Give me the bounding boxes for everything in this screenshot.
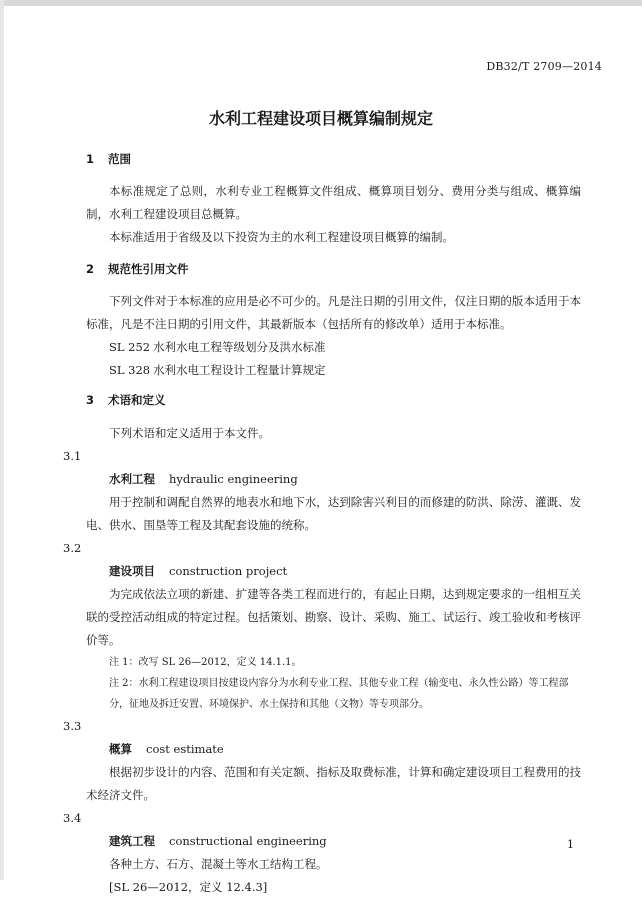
paragraph: 本标准规定了总则，水利专业工程概算文件组成、概算项目划分、费用分类与组成、概算编制，水利工程建设项目总概算。 [86, 184, 581, 221]
section-3 [86, 389, 581, 412]
page-number: 1 [567, 838, 574, 851]
term-definition: 为完成依法立项的新建、扩建等各类工程而进行的，有起止日期，达到规定要求的一组相互关联的受控活动组成的特定过程。包括策划、勘察、设计、采购、施工、试运行、竣工验收和考核评价等。 [86, 587, 581, 647]
term-source: [SL 26—2012，定义 12.4.3] [109, 880, 268, 894]
section-2-body [86, 290, 581, 382]
term-heading: 建设项目 construction project [109, 564, 288, 578]
term-heading: 水利工程 hydraulic engineering [109, 472, 298, 486]
term-definition: 用于控制和调配自然界的地表水和地下水，达到除害兴利目的而修建的防洪、除涝、灌溉、发电、供水、围垦等工程及其配套设施的统称。 [86, 495, 581, 532]
page-edge [0, 0, 4, 880]
term-definition: 各种土方、石方、混凝土等水工结构工程。 [109, 857, 328, 871]
section-1 [86, 148, 581, 171]
section-3-body [63, 422, 581, 899]
document-code: DB32/T 2709—2014 [486, 60, 602, 73]
term-number: 3.3 [63, 719, 82, 733]
section-heading: 1 范围 [86, 152, 131, 166]
reference-item: SL 252 水利水电工程等级划分及洪水标准 [109, 340, 326, 354]
term-number: 3.2 [63, 541, 82, 555]
paragraph: 下列术语和定义适用于本文件。 [109, 426, 270, 440]
note: 注 1：改写 SL 26—2012，定义 14.1.1。 [109, 657, 302, 668]
paragraph: 本标准适用于省级及以下投资为主的水利工程建设项目概算的编制。 [109, 230, 454, 244]
reference-item: SL 328 水利水电工程设计工程量计算规定 [109, 363, 326, 377]
document-title: 水利工程建设项目概算编制规定 [208, 109, 433, 128]
page-edge [0, 0, 642, 6]
section-1-body [86, 180, 581, 249]
section-heading: 2 规范性引用文件 [86, 262, 189, 276]
term-definition: 根据初步设计的内容、范围和有关定额、指标及取费标准，计算和确定建设项目工程费用的技术经济文件。 [86, 765, 581, 802]
note: 注 2：水利工程建设项目按建设内容分为水利专业工程、其他专业工程（输变电、永久性公路）等工程部分，征地及拆迁安置、环境保护、水土保持和其他（文物）等专项部分。 [109, 678, 569, 710]
section-heading: 3 术语和定义 [86, 393, 166, 407]
term-number: 3.4 [63, 811, 82, 825]
section-2 [86, 258, 581, 281]
term-heading: 建筑工程 constructional engineering [109, 834, 327, 848]
term-number: 3.1 [63, 449, 82, 463]
paragraph: 下列文件对于本标准的应用是必不可少的。凡是注日期的引用文件，仅注日期的版本适用于本标准，凡是不注日期的引用文件，其最新版本（包括所有的修改单）适用于本标准。 [86, 294, 581, 331]
term-heading: 概算 cost estimate [109, 742, 224, 756]
